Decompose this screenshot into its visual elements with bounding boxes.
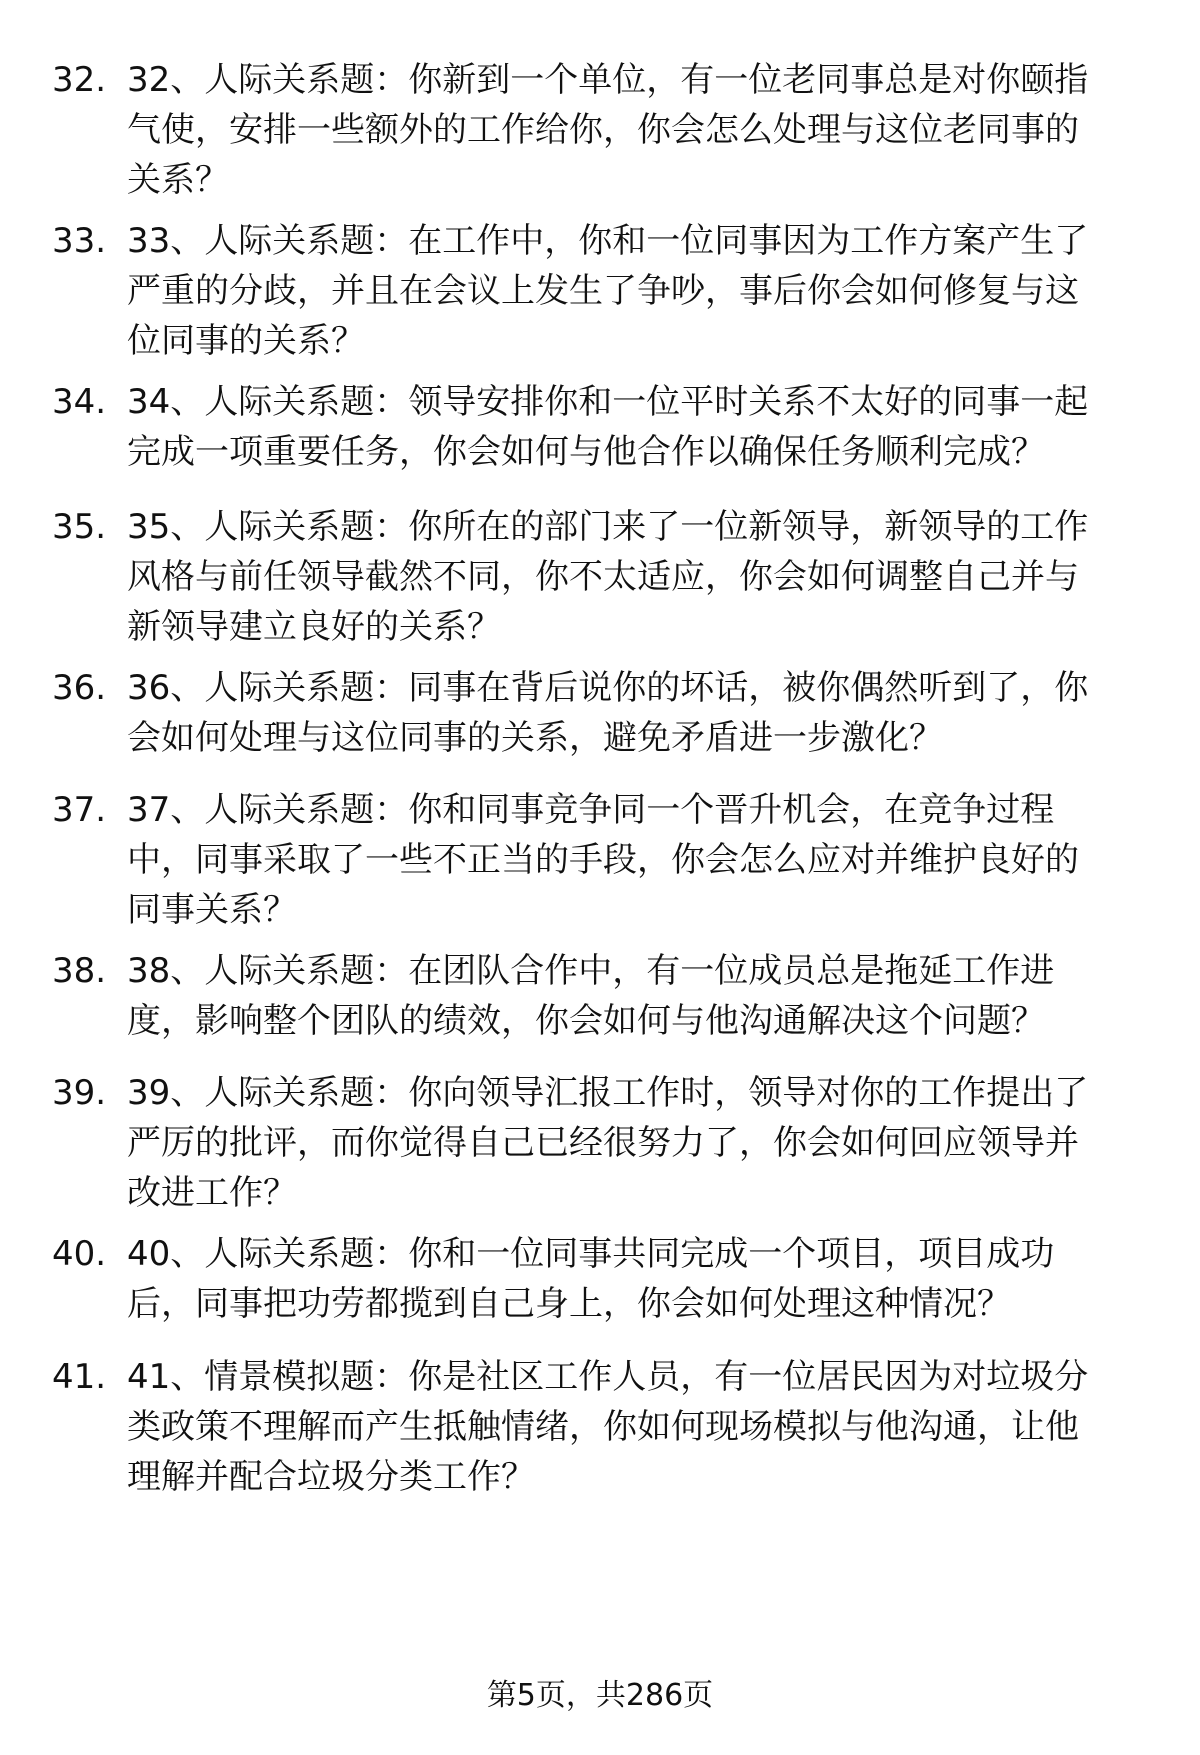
question-text-line: 会如何处理与这位同事的关系，避免矛盾进一步激化？ [127,718,943,758]
question-text [127,1229,1147,1329]
question-text [127,216,1147,366]
question-text-line: 严重的分歧，并且在会议上发生了争吵，事后你会如何修复与这 [127,271,1079,311]
question-text-line: 新领导建立良好的关系？ [127,607,501,647]
question-text-line: 41、情景模拟题：你是社区工作人员，有一位居民因为对垃圾分 [127,1357,1089,1397]
question-number: 32. [52,60,107,100]
question-text-line: 中，同事采取了一些不正当的手段，你会怎么应对并维护良好的 [127,840,1079,880]
question-number: 39. [52,1073,107,1113]
question-number: 33. [52,221,107,261]
question-text-line: 完成一项重要任务，你会如何与他合作以确保任务顺利完成？ [127,432,1045,472]
question-number: 38. [52,951,107,991]
question-text-line: 气使，安排一些额外的工作给你，你会怎么处理与这位老同事的 [127,110,1079,150]
question-text-line: 33、人际关系题：在工作中，你和一位同事因为工作方案产生了 [127,221,1089,261]
question-text-line: 严厉的批评，而你觉得自己已经很努力了，你会如何回应领导并 [127,1123,1079,1163]
question-number: 36. [52,668,107,708]
question-text-line: 39、人际关系题：你向领导汇报工作时，领导对你的工作提出了 [127,1073,1089,1113]
question-text-line: 37、人际关系题：你和同事竞争同一个晋升机会，在竞争过程 [127,790,1055,830]
question-number: 37. [52,790,107,830]
question-text-line: 理解并配合垃圾分类工作？ [127,1457,535,1497]
question-number: 40. [52,1234,107,1274]
question-text [127,55,1147,205]
question-text [127,785,1147,935]
question-text [127,946,1147,1046]
question-text [127,663,1147,763]
question-text-line: 40、人际关系题：你和一位同事共同完成一个项目，项目成功 [127,1234,1055,1274]
question-text-line: 位同事的关系？ [127,321,365,361]
question-number: 41. [52,1357,107,1397]
question-text-line: 后，同事把功劳都揽到自己身上，你会如何处理这种情况？ [127,1284,1011,1324]
question-text-line: 改进工作？ [127,1173,297,1213]
question-text-line: 35、人际关系题：你所在的部门来了一位新领导，新领导的工作 [127,507,1089,547]
question-text [127,377,1147,477]
question-text-line: 度，影响整个团队的绩效，你会如何与他沟通解决这个问题？ [127,1001,1045,1041]
question-text [127,1068,1147,1218]
question-text-line: 风格与前任领导截然不同，你不太适应，你会如何调整自己并与 [127,557,1079,597]
question-text-line: 32、人际关系题：你新到一个单位，有一位老同事总是对你颐指 [127,60,1089,100]
question-text-line: 类政策不理解而产生抵触情绪，你如何现场模拟与他沟通，让他 [127,1407,1079,1447]
question-text-line: 34、人际关系题：领导安排你和一位平时关系不太好的同事一起 [127,382,1089,422]
question-text-line: 38、人际关系题：在团队合作中，有一位成员总是拖延工作进 [127,951,1055,991]
question-number: 34. [52,382,107,422]
page-number-footer: 第5页，共286页 [486,1678,714,1713]
question-text-line: 同事关系？ [127,890,297,930]
question-text-line: 关系？ [127,160,229,200]
question-text [127,502,1147,652]
question-text [127,1352,1147,1502]
question-text-line: 36、人际关系题：同事在背后说你的坏话，被你偶然听到了，你 [127,668,1089,708]
question-number: 35. [52,507,107,547]
